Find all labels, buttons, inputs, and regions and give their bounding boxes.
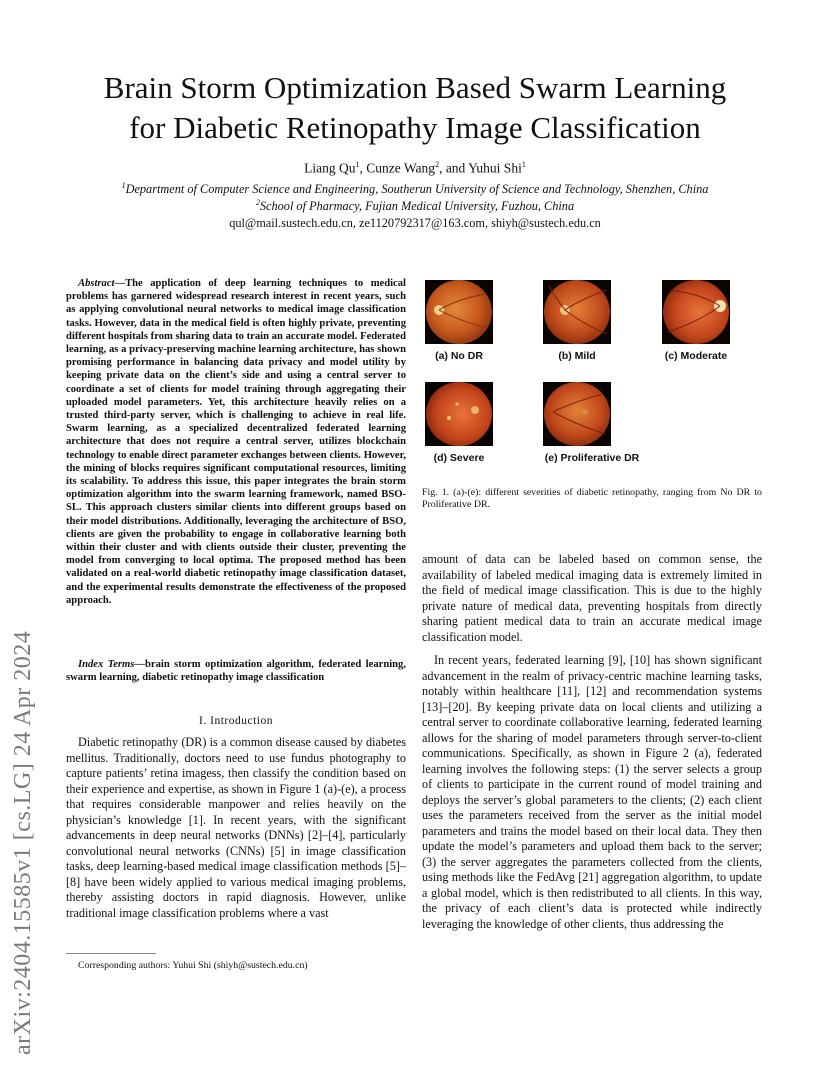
fig-label-a: (a) No DR bbox=[435, 350, 483, 362]
author-emails: qul@mail.sustech.edu.cn, ze1120792317@163.com, shiyh@sustech.edu.cn bbox=[229, 216, 601, 230]
abstract bbox=[66, 277, 406, 607]
aff-1-sup: 1 bbox=[121, 181, 126, 190]
author-2-sup: 2 bbox=[435, 160, 440, 169]
index-text: —brain storm optimization algorithm, federated learning, swarm learning, diabetic retinopathy image classification bbox=[66, 659, 406, 684]
affiliation-2 bbox=[40, 198, 790, 214]
fig-label-d: (d) Severe bbox=[433, 452, 485, 464]
fundus-image-moderate bbox=[662, 280, 730, 344]
fundus-image-mild bbox=[543, 280, 611, 344]
aff-1-text: Department of Computer Science and Engineering, Southerun University of Science and Technology, Shenzhen, China bbox=[125, 182, 709, 197]
author-1-sup: 1 bbox=[355, 160, 360, 169]
intro-paragraph bbox=[66, 735, 406, 921]
aff-2-sup: 2 bbox=[255, 198, 260, 207]
abstract-text: —The application of deep learning techniques to medical problems has garnered widespread research interest in recent years, such as applying convolutional neural networks to medical image classification tasks. However, data in the medical field is often highly private, preventing different hospitals from sharing data to train an accurate model. Federated learning, as a privacy-preserving machine learning architecture, has shown promising performance in balancing data privacy and model utility by keeping private data on the client’s side and using a central server to coordinate a set of clients for model training through aggregating their uploaded model parameters. Yet, this architecture heavily relies on a trusted third-party server, which is challenging to achieve in real life. Swarm learning, as a specialized decentralized federated learning architecture that does not require a central server, utilizes blockchain technology to enable direct parameter exchanges between clients. However, the mining of blocks requires significant computational resources, limiting its scalability. To address this issue, this paper integrates the brain storm optimization algorithm into the swarm learning framework, named BSO-SL. This approach clusters similar clients into different groups based on their model distributions. Additionally, leveraging the architecture of BSO, clients are given the probability to engage in collaborative learning both within their cluster and with clients outside their cluster, preventing the model from converging to local optima. The proposed method has been validated on a real-world diabetic retinopathy image classification dataset, and the experimental results demonstrate the effectiveness of the proposed approach. bbox=[66, 278, 406, 606]
fig-label-b: (b) Mild bbox=[558, 350, 596, 362]
fundus-image-severe bbox=[425, 382, 493, 446]
footnote: Corresponding authors: Yuhui Shi (shiyh@sustech.edu.cn) bbox=[78, 960, 308, 971]
author-3: , and Yuhui Shi bbox=[439, 160, 522, 176]
author-2: , Cunze Wang bbox=[359, 160, 436, 176]
fig-label-c: (c) Moderate bbox=[664, 350, 728, 362]
figure-1 bbox=[422, 278, 762, 468]
right-paragraph-1: amount of data can be labeled based on common sense, the availability of labeled medical imaging data is extremely limited in the field of medical image classification. This is due to the highly private nature of medical data, preventing hospitals from directly sharing patient medical data to train an accurate medical image classification model. bbox=[422, 552, 762, 644]
affiliation-1 bbox=[40, 181, 790, 197]
fundus-image-no-dr bbox=[425, 280, 493, 344]
index-label: Index Terms bbox=[78, 659, 135, 670]
section-heading: I. Introduction bbox=[199, 715, 273, 727]
title-line-1: Brain Storm Optimization Based Swarm Learning bbox=[103, 70, 727, 105]
fundus-image-proliferative bbox=[543, 382, 611, 446]
footnote-divider bbox=[66, 953, 156, 954]
index-terms bbox=[66, 658, 406, 684]
title-line-2: for Diabetic Retinopathy Image Classification bbox=[129, 110, 701, 145]
aff-2-text: School of Pharmacy, Fujian Medical University, Fuzhou, China bbox=[259, 199, 575, 214]
paper-title bbox=[40, 68, 790, 148]
right-paragraph-2: In recent years, federated learning [9], [10] has shown significant advancement in the realm of privacy-centric machine learning tasks, notably within healthcare [11], [12] and recommendation systems [13]–[20]. By keeping private data on local clients and utilizing a central server to coordinate collaborative learning, federated learning allows for the sharing of model parameters through server-to-client communications. Specifically, as shown in Figure 2 (a), federated learning involves the following steps: (1) the server selects a group of clients to participate in the current round of model training and deploys the server’s global parameters to the clients; (2) each client uses the parameters received from the server as the initial model parameters and trains the model based on their local data. They then update the model’s parameters and upload them back to the server; (3) the server aggregates the parameters collected from the clients, using methods like the FedAvg [21] aggregation algorithm, to update a global model, which is then redistributed to all clients. In this way, the privacy of each client’s data is protected while indirectly leveraging the knowledge of other clients, thus addressing the bbox=[422, 653, 762, 931]
abstract-label: Abstract bbox=[78, 278, 115, 289]
author-3-sup: 1 bbox=[521, 160, 526, 169]
arxiv-identifier: arXiv:2404.15585v1 [cs.LG] 24 Apr 2024 bbox=[10, 630, 36, 1055]
fig-label-e: (e) Proliferative DR bbox=[544, 452, 640, 464]
author-1: Liang Qu bbox=[304, 160, 356, 176]
figure-caption: Fig. 1. (a)-(e): different severities of diabetic retinopathy, ranging from No DR to Proliferative DR. bbox=[422, 487, 762, 511]
intro-text: Diabetic retinopathy (DR) is a common disease caused by diabetes mellitus. Traditionally, doctors need to use fundus photography to capture patients’ retina imagess, then classify the condition based on their experience and expertise, as shown in Figure 1 (a)-(e), a process that requires considerable manpower and relies heavily on the physician’s knowledge [1]. In recent years, with the significant advancements in deep neural networks (DNNs) [2]–[4], particularly convolutional neural networks (CNNs) [5] in image classification tasks, deep learning-based medical image classification methods [5]–[8] have been widely applied to various medical imaging problems, thereby assisting doctors in rapid diagnosis. However, unlike traditional image classification problems where a vast bbox=[66, 735, 406, 920]
author-list bbox=[40, 160, 790, 177]
